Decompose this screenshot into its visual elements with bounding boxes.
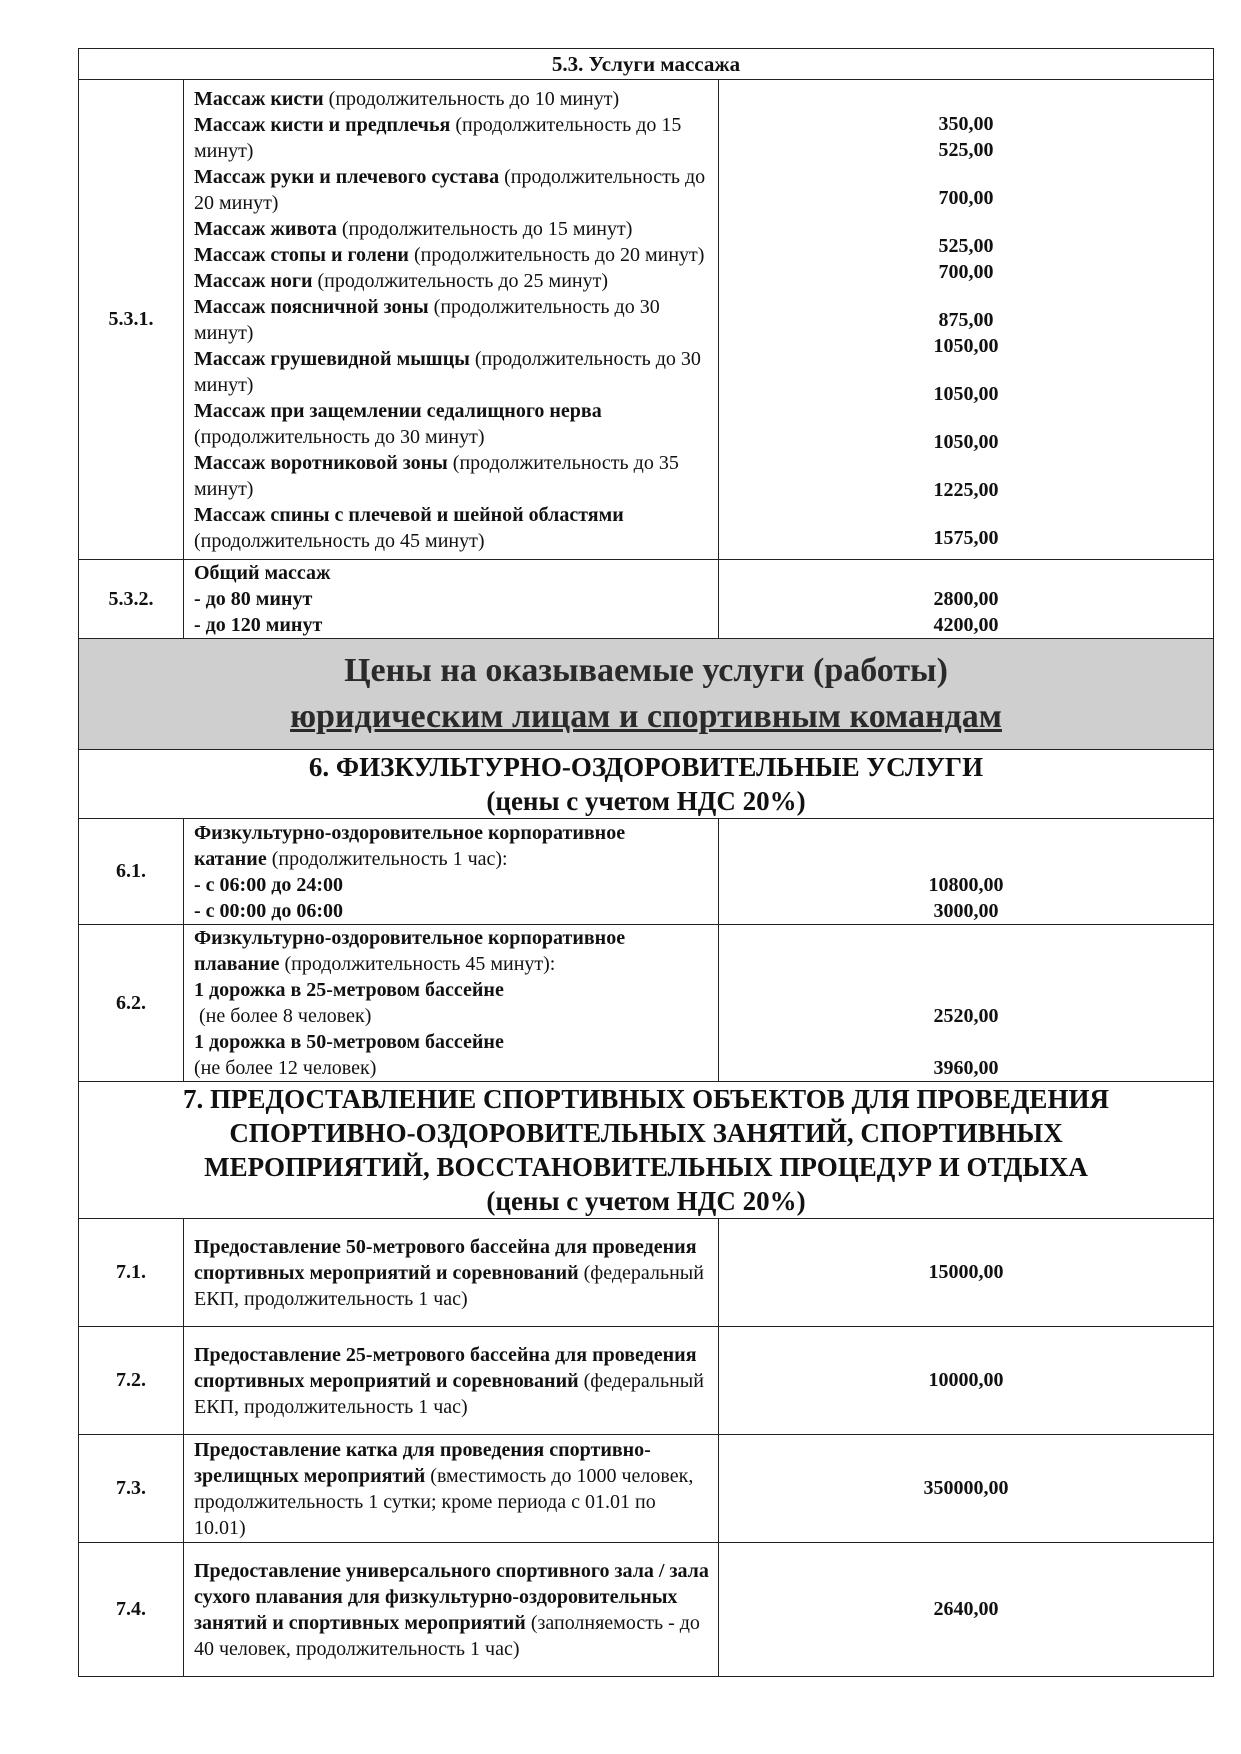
massage-item — [194, 346, 712, 398]
price-value: 2520,00 — [933, 1005, 999, 1027]
option-label: - с 00:00 до 06:00 — [194, 899, 343, 922]
section-6-header-row — [79, 750, 1214, 819]
section-7-header-row — [79, 1082, 1214, 1219]
massage-item-detail: (продолжительность до 25 минут) — [312, 269, 609, 292]
option-label: 1 дорожка в 50-метровом бассейне — [194, 1031, 504, 1053]
massage-item-name: Массаж поясничной зоны — [194, 295, 429, 318]
service-title-bold: Предоставление 25-метрового бассейна для проведения спортивных мероприятий и соревнований — [194, 1343, 697, 1392]
section-7-header — [79, 1082, 1214, 1219]
option-label: - до 80 минут — [194, 588, 313, 610]
massage-item-detail: (продолжительность до 20 минут) — [194, 165, 706, 214]
massage-item-name: Массаж ноги — [194, 269, 313, 292]
option-label: - до 120 минут — [194, 614, 323, 636]
price-cell — [719, 819, 1214, 925]
section-6-header — [79, 750, 1214, 819]
service-detail: (федеральный ЕКП, продолжительность 1 час) — [194, 1261, 704, 1310]
massage-item-detail: (продолжительность до 45 минут) — [194, 529, 485, 552]
price-table — [78, 48, 1214, 1677]
service-description — [184, 560, 719, 639]
price-value: 700,00 — [938, 260, 994, 283]
price-value: 525,00 — [938, 138, 994, 161]
option-label: 1 дорожка в 25-метровом бассейне — [194, 979, 504, 1001]
vat-note: (цены с учетом НДС 20%) — [486, 786, 806, 816]
service-description — [184, 1543, 719, 1677]
row-5-3-2 — [79, 560, 1214, 639]
massage-item — [194, 502, 712, 554]
service-title-bold: Предоставление катка для проведения спортивно-зрелищных мероприятий — [194, 1438, 651, 1487]
row-7-2 — [79, 1327, 1214, 1435]
price-value: 1225,00 — [933, 478, 999, 501]
price-value: 4200,00 — [933, 614, 999, 636]
massage-item — [194, 86, 712, 112]
massage-item — [194, 398, 712, 450]
massage-item-name: Массаж живота — [194, 217, 337, 240]
service-title: Физкультурно-оздоровительное корпоративное — [194, 821, 626, 844]
legal-entities-banner — [79, 639, 1214, 750]
section-title-line: 7. ПРЕДОСТАВЛЕНИЕ СПОРТИВНЫХ ОБЪЕКТОВ ДЛЯ ПРОВЕДЕНИЯ — [183, 1084, 1109, 1114]
massage-item-name: Массаж стопы и голени — [194, 243, 409, 266]
price-cell — [719, 560, 1214, 639]
banner-row — [79, 639, 1214, 750]
row-number: 5.3.1. — [79, 80, 184, 560]
price-value: 875,00 — [938, 308, 994, 331]
price-cell — [719, 925, 1214, 1082]
massage-item-name: Массаж руки и плечевого сустава — [194, 165, 500, 188]
service-title-bold: плавание — [194, 953, 280, 975]
massage-item-name: Массаж кисти — [194, 87, 324, 110]
section-title-line: МЕРОПРИЯТИЙ, ВОССТАНОВИТЕЛЬНЫХ ПРОЦЕДУР И ОТДЫХА — [204, 1152, 1088, 1182]
service-detail: (продолжительность 1 час): — [266, 847, 508, 870]
massage-item-detail: (продолжительность до 20 минут) — [408, 243, 705, 266]
service-detail: (вместимость до 1000 человек, продолжительность 1 сутки; кроме периода с 01.01 по 10.01) — [194, 1464, 694, 1539]
row-number: 5.3.2. — [79, 560, 184, 639]
row-number: 7.4. — [79, 1543, 184, 1677]
service-detail: (заполняемость - до 40 человек, продолжительность 1 час) — [194, 1611, 700, 1660]
service-title: Физкультурно-оздоровительное корпоративное — [194, 927, 626, 949]
row-number: 6.1. — [79, 819, 184, 925]
section-title: 6. ФИЗКУЛЬТУРНО-ОЗДОРОВИТЕЛЬНЫЕ УСЛУГИ — [308, 752, 984, 782]
massage-item-name: Массаж спины с плечевой и шейной областями — [194, 503, 624, 526]
banner-line-2: юридическим лицам и спортивным командам — [290, 698, 1002, 735]
massage-item-name: Массаж грушевидной мышцы — [194, 347, 470, 370]
service-description — [184, 925, 719, 1082]
massage-item-name: Массаж воротниковой зоны — [194, 451, 448, 474]
price-value: 15000,00 — [719, 1219, 1214, 1327]
service-title-bold: Предоставление универсального спортивного зала / зала сухого плавания для физкультурно-оздоровительных занятий и спортивных мероприятий — [194, 1559, 709, 1634]
service-description — [184, 1435, 719, 1543]
price-value: 1050,00 — [933, 382, 999, 405]
massage-section-title: 5.3. Услуги массажа — [79, 49, 1214, 80]
vat-note: (цены с учетом НДС 20%) — [486, 1186, 806, 1216]
price-value: 350000,00 — [719, 1435, 1214, 1543]
massage-item-detail: (продолжительность до 30 минут) — [194, 425, 485, 448]
price-value: 525,00 — [938, 234, 994, 257]
massage-item — [194, 164, 712, 216]
row-6-1 — [79, 819, 1214, 925]
massage-item — [194, 450, 712, 502]
row-7-1 — [79, 1219, 1214, 1327]
massage-item-detail: (продолжительность до 10 минут) — [323, 87, 620, 110]
option-note: (не более 8 человек) — [194, 1005, 372, 1027]
massage-item-name: Массаж при защемлении седалищного нерва — [194, 399, 602, 422]
price-value: 2800,00 — [933, 588, 999, 610]
price-value: 10000,00 — [719, 1327, 1214, 1435]
massage-list — [184, 80, 719, 560]
massage-item-detail: (продолжительность до 30 минут) — [194, 347, 701, 396]
service-description — [184, 819, 719, 925]
row-number: 7.2. — [79, 1327, 184, 1435]
massage-section-header-row — [79, 49, 1214, 80]
section-title-line: СПОРТИВНО-ОЗДОРОВИТЕЛЬНЫХ ЗАНЯТИЙ, СПОРТИВНЫХ — [229, 1118, 1063, 1148]
option-note: (не более 12 человек) — [194, 1057, 377, 1079]
massage-item-detail: (продолжительность до 30 минут) — [194, 295, 660, 344]
price-value: 1050,00 — [933, 430, 999, 453]
price-value: 700,00 — [938, 186, 994, 209]
price-list-document — [78, 48, 1214, 1677]
service-title-bold: катание — [194, 847, 267, 870]
massage-item — [194, 112, 712, 164]
row-6-2 — [79, 925, 1214, 1082]
row-5-3-1 — [79, 80, 1214, 560]
row-number: 6.2. — [79, 925, 184, 1082]
banner-line-1: Цены на оказываемые услуги (работы) — [344, 652, 948, 689]
massage-item-detail: (продолжительность до 35 минут) — [194, 451, 679, 500]
row-7-4 — [79, 1543, 1214, 1677]
massage-item-detail: (продолжительность до 15 минут) — [194, 113, 682, 162]
service-title-bold: Предоставление 50-метрового бассейна для проведения спортивных мероприятий и соревнований — [194, 1235, 697, 1284]
service-description — [184, 1219, 719, 1327]
price-value: 1050,00 — [933, 334, 999, 357]
price-value: 3960,00 — [933, 1057, 999, 1079]
price-value: 350,00 — [938, 112, 994, 135]
massage-item-detail: (продолжительность до 15 минут) — [336, 217, 633, 240]
option-label: - с 06:00 до 24:00 — [194, 873, 343, 896]
price-value: 2640,00 — [719, 1543, 1214, 1677]
massage-item — [194, 268, 712, 294]
price-value: 1575,00 — [933, 526, 999, 549]
service-title: Общий массаж — [194, 562, 331, 584]
massage-prices — [719, 80, 1214, 560]
massage-item — [194, 242, 712, 268]
service-detail: (продолжительность 45 минут): — [279, 953, 556, 975]
massage-item-name: Массаж кисти и предплечья — [194, 113, 451, 136]
service-description — [184, 1327, 719, 1435]
row-number: 7.3. — [79, 1435, 184, 1543]
price-value: 10800,00 — [928, 873, 1004, 896]
row-7-3 — [79, 1435, 1214, 1543]
massage-item — [194, 294, 712, 346]
service-detail: (федеральный ЕКП, продолжительность 1 час) — [194, 1369, 704, 1418]
price-value: 3000,00 — [933, 899, 999, 922]
row-number: 7.1. — [79, 1219, 184, 1327]
massage-item — [194, 216, 712, 242]
